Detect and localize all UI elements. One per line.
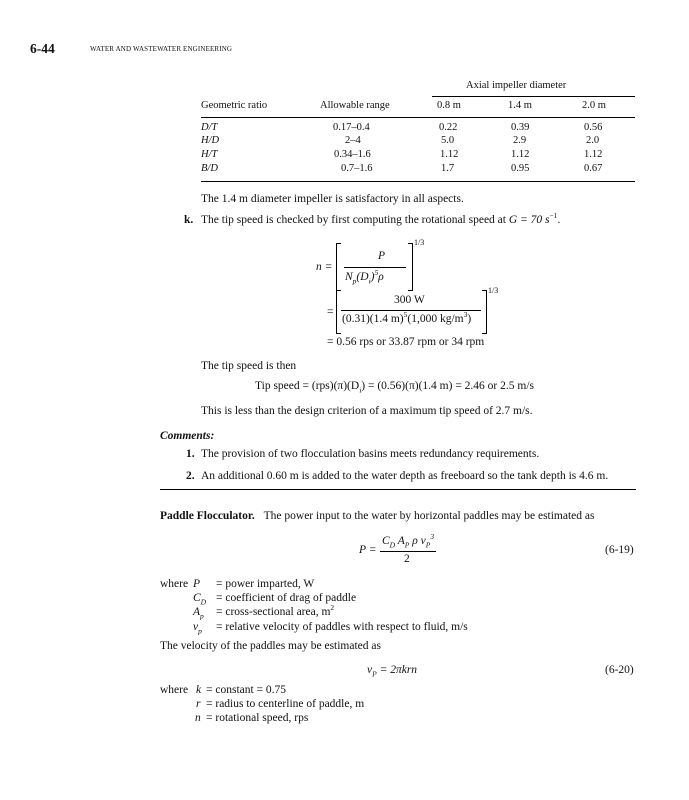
col-header-d20: 2.0 m xyxy=(582,100,606,111)
group-header-rule xyxy=(432,96,635,97)
step-k-label: k. xyxy=(184,214,194,226)
eq-numerator-p: P xyxy=(378,250,386,262)
tip-speed-eq-part2: ) = (0.56)(π)(1.4 m) = 2.46 or 2.5 m/s xyxy=(361,380,535,392)
table-cell: D/T xyxy=(201,122,218,133)
var-r-def: = radius to centerline of paddle, m xyxy=(206,698,365,710)
comment-2-number: 2. xyxy=(186,470,195,482)
table-cell: 0.34–1.6 xyxy=(334,149,371,160)
section-divider xyxy=(160,489,636,490)
tip-speed-equation xyxy=(255,380,535,395)
eq619-tag: (6-19) xyxy=(605,544,634,556)
var-cd-sub: D xyxy=(200,597,207,607)
eq619-denominator: 2 xyxy=(404,553,410,565)
eq620-sub: P xyxy=(372,669,377,679)
var-p: P xyxy=(193,578,201,590)
exponent-one-third-2: 1/3 xyxy=(488,286,499,295)
step-k-exponent: −1 xyxy=(549,211,558,221)
table-cell: 1.12 xyxy=(584,149,603,160)
comment-1: The provision of two flocculation basins meets redundancy requirements. xyxy=(201,448,540,460)
tip-speed-eq-part1: Tip speed = (rps)(π)(D xyxy=(255,380,360,392)
power-300w: 300 W xyxy=(394,294,425,306)
var-ap-symbol: A xyxy=(193,606,201,618)
col-header-ratio: Geometric ratio xyxy=(201,100,268,111)
table-cell: 0.39 xyxy=(511,122,530,133)
var-k-def: = constant = 0.75 xyxy=(206,684,287,696)
criterion-text: This is less than the design criterion of a maximum tip speed of 2.7 m/s. xyxy=(201,405,533,417)
col-header-d14: 1.4 m xyxy=(508,100,532,111)
fraction-line-2 xyxy=(341,310,481,311)
vp-exp: 3 xyxy=(430,532,435,542)
ap-sub: P xyxy=(404,540,410,550)
eq620-body xyxy=(367,664,418,679)
step-k-period: . xyxy=(557,214,561,226)
exponent-one-third: 1/3 xyxy=(414,238,425,247)
tip-speed-sub: i xyxy=(359,385,362,395)
np-sub: p xyxy=(352,276,357,286)
eq619-lhs: P = xyxy=(359,544,377,556)
var-vp xyxy=(193,621,202,636)
var-vp-symbol: v xyxy=(193,621,199,633)
den2-part-a: (0.31)(1.4 m) xyxy=(342,313,404,325)
table-cell: 2.0 xyxy=(586,135,600,146)
np-symbol: N xyxy=(345,271,353,283)
table-cell: 2.9 xyxy=(513,135,527,146)
table-bottom-rule xyxy=(201,181,635,182)
di-symbol: (D xyxy=(356,271,369,283)
left-bracket-2 xyxy=(336,290,341,334)
den2-exp2: 3 xyxy=(463,310,468,320)
comment-2: An additional 0.60 m is added to the water depth as freeboard so the tank depth is 4.6 m. xyxy=(201,470,609,482)
col-header-range: Allowable range xyxy=(320,100,390,111)
cd-sub: D xyxy=(389,540,396,550)
rotational-speed-result: = 0.56 rps or 33.87 rpm or 34 rpm xyxy=(327,336,485,348)
tip-speed-intro: The tip speed is then xyxy=(201,360,297,372)
var-n: n xyxy=(195,712,201,724)
page-number: 6-44 xyxy=(30,41,55,56)
var-ap-def-text: = cross-sectional area, m xyxy=(216,606,331,618)
table-cell: 1.12 xyxy=(440,149,459,160)
vp-sub: P xyxy=(425,540,431,550)
var-k: k xyxy=(196,684,202,696)
step-k-sentence: The tip speed is checked by first computing the rotational speed at xyxy=(201,214,506,226)
n-equals: n = xyxy=(316,261,333,273)
right-bracket-2 xyxy=(482,290,487,334)
col-header-d08: 0.8 m xyxy=(437,100,461,111)
step-k-equation: G = 70 s xyxy=(508,214,550,226)
var-r: r xyxy=(196,698,201,710)
den2-close: ) xyxy=(467,313,472,325)
den2-part-b: (1,000 kg/m xyxy=(407,313,464,325)
velocity-text: The velocity of the paddles may be estimated as xyxy=(160,640,381,652)
var-vp-sub: p xyxy=(198,626,202,636)
di-sub: i xyxy=(368,276,371,286)
table-cell: 1.7 xyxy=(441,163,455,174)
paddle-paragraph xyxy=(160,510,595,522)
table-cell: 2–4 xyxy=(345,135,361,146)
where-label: where xyxy=(160,578,189,590)
satisfactory-text: The 1.4 m diameter impeller is satisfactory in all aspects. xyxy=(201,193,464,205)
eq-denominator-2 xyxy=(342,310,472,325)
table-cell: 1.12 xyxy=(511,149,530,160)
eq619-numerator xyxy=(382,532,435,550)
eq-denominator xyxy=(345,268,384,286)
table-cell: 5.0 xyxy=(441,135,455,146)
var-cd-def: = coefficient of drag of paddle xyxy=(216,592,357,604)
left-bracket xyxy=(336,243,341,291)
right-bracket xyxy=(408,243,413,291)
var-ap-exp: 2 xyxy=(330,603,335,613)
eq620-lhs: v xyxy=(367,664,373,676)
rho-v-symbol: ρ v xyxy=(409,535,426,547)
table-cell: 0.7–1.6 xyxy=(341,163,373,174)
table-cell: H/D xyxy=(201,135,220,146)
rho-symbol: ρ xyxy=(378,271,384,283)
var-ap-sub: p xyxy=(200,611,204,621)
var-vp-def: = relative velocity of paddles with respect to fluid, m/s xyxy=(216,621,468,633)
eq620-tag: (6-20) xyxy=(605,664,634,676)
table-cell: 0.17–0.4 xyxy=(333,122,370,133)
var-p-def: = power imparted, W xyxy=(216,578,315,590)
eq620-rhs: = 2πkrn xyxy=(379,664,418,676)
var-ap-def xyxy=(216,603,335,618)
paddle-heading: Paddle Flocculator. xyxy=(160,510,255,522)
step-k-text xyxy=(201,211,561,226)
table-cell: 0.67 xyxy=(584,163,603,174)
ap-symbol: A xyxy=(395,535,405,547)
comment-1-number: 1. xyxy=(186,448,195,460)
cd-symbol: C xyxy=(382,535,390,547)
header-rule xyxy=(201,117,635,118)
table-cell: H/T xyxy=(201,149,218,160)
den2-exp: 5 xyxy=(403,310,408,320)
var-n-def: = rotational speed, rps xyxy=(206,712,309,724)
var-cd-symbol: C xyxy=(193,592,201,604)
table-cell: B/D xyxy=(201,163,218,174)
di-exponent: 5 xyxy=(374,268,379,278)
paddle-text: The power input to the water by horizontal paddles may be estimated as xyxy=(263,510,595,522)
eq619-fraction-line xyxy=(380,551,436,552)
var-ap xyxy=(193,606,204,621)
running-title: WATER AND WASTEWATER ENGINEERING xyxy=(90,45,233,53)
var-cd xyxy=(193,592,207,607)
where-label-2: where xyxy=(160,684,189,696)
table-cell: 0.95 xyxy=(511,163,530,174)
di-close: ) xyxy=(370,271,375,283)
table-group-header: Axial impeller diameter xyxy=(466,80,567,91)
table-cell: 0.56 xyxy=(584,122,603,133)
table-cell: 0.22 xyxy=(439,122,458,133)
equals-sign: = xyxy=(327,306,334,318)
comments-heading: Comments: xyxy=(160,430,215,442)
